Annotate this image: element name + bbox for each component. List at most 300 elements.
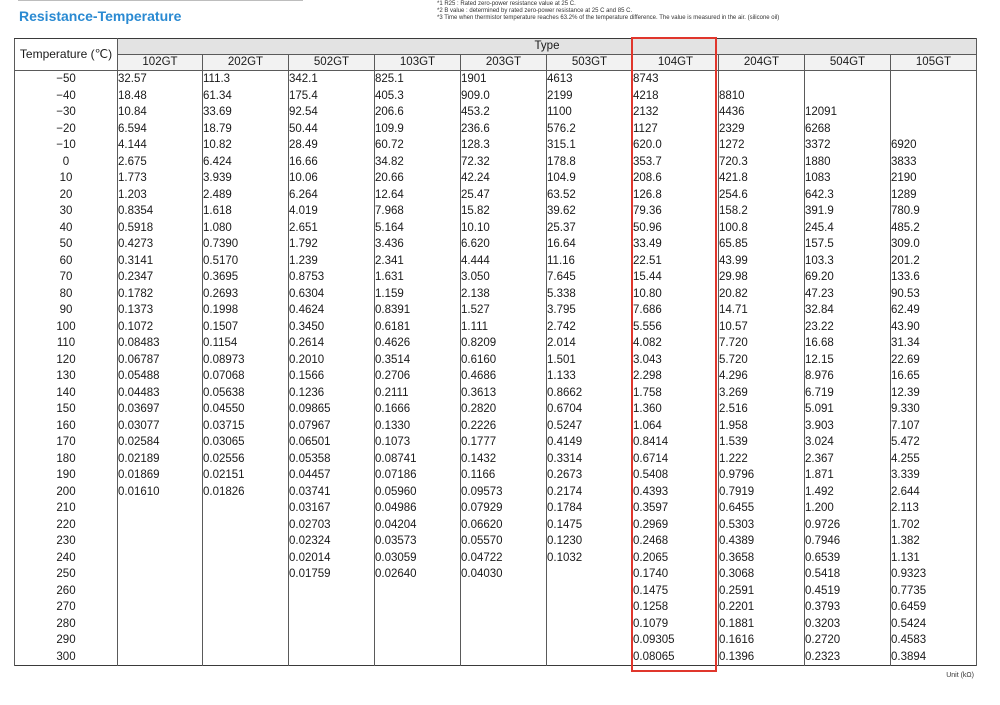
resistance-cell: 4613 (547, 71, 633, 88)
resistance-cell: 485.2 (891, 220, 977, 237)
resistance-cell: 405.3 (375, 88, 461, 105)
resistance-cell: 0.8414 (633, 434, 719, 451)
model-header-105gt: 105GT (891, 55, 977, 71)
resistance-cell: 1.773 (118, 170, 203, 187)
table-row (15, 71, 977, 88)
resistance-cell (203, 550, 289, 567)
resistance-cell: 0.6455 (719, 500, 805, 517)
resistance-cell: 72.32 (461, 154, 547, 171)
resistance-cell: 0.3658 (719, 550, 805, 567)
resistance-cell: 0.06620 (461, 517, 547, 534)
resistance-cell: 5.472 (891, 434, 977, 451)
resistance-cell: 47.23 (805, 286, 891, 303)
resistance-cell: 2.298 (633, 368, 719, 385)
resistance-cell: 0.1740 (633, 566, 719, 583)
temperature-cell: −10 (15, 137, 118, 154)
resistance-cell (118, 649, 203, 666)
resistance-cell: 0.6181 (375, 319, 461, 336)
resistance-cell (547, 632, 633, 649)
resistance-cell: 0.6539 (805, 550, 891, 567)
temperature-cell: 130 (15, 368, 118, 385)
resistance-cell: 0.1396 (719, 649, 805, 666)
temperature-cell: 250 (15, 566, 118, 583)
resistance-cell: 0.5170 (203, 253, 289, 270)
resistance-cell: 453.2 (461, 104, 547, 121)
resistance-cell: 14.71 (719, 302, 805, 319)
resistance-cell: 50.44 (289, 121, 375, 138)
resistance-cell: 33.69 (203, 104, 289, 121)
footnotes (437, 1, 779, 22)
resistance-cell: 1.131 (891, 550, 977, 567)
resistance-cell: 0.05358 (289, 451, 375, 468)
model-header-202gt: 202GT (203, 55, 289, 71)
resistance-cell: 1289 (891, 187, 977, 204)
resistance-cell (203, 500, 289, 517)
resistance-cell: 0.4626 (375, 335, 461, 352)
resistance-cell (547, 566, 633, 583)
resistance-cell: 0.03741 (289, 484, 375, 501)
temperature-cell: 280 (15, 616, 118, 633)
model-header-203gt: 203GT (461, 55, 547, 71)
temperature-cell: 240 (15, 550, 118, 567)
resistance-cell: 3.436 (375, 236, 461, 253)
resistance-cell: 236.6 (461, 121, 547, 138)
resistance-cell: 642.3 (805, 187, 891, 204)
resistance-cell: 0.08065 (633, 649, 719, 666)
resistance-cell: 0.03059 (375, 550, 461, 567)
resistance-cell: 1100 (547, 104, 633, 121)
resistance-cell: 0.1475 (633, 583, 719, 600)
resistance-cell: 0.2323 (805, 649, 891, 666)
resistance-cell: 42.24 (461, 170, 547, 187)
resistance-cell: 103.3 (805, 253, 891, 270)
resistance-cell: 1.133 (547, 368, 633, 385)
resistance-cell: 1272 (719, 137, 805, 154)
table-row (15, 253, 977, 270)
resistance-cell: 0.1666 (375, 401, 461, 418)
resistance-cell: 0.08741 (375, 451, 461, 468)
resistance-cell: 0.1881 (719, 616, 805, 633)
temperature-cell: 20 (15, 187, 118, 204)
temperature-cell: 290 (15, 632, 118, 649)
resistance-cell: 33.49 (633, 236, 719, 253)
resistance-cell: 2190 (891, 170, 977, 187)
resistance-cell: 1.239 (289, 253, 375, 270)
resistance-cell: 7.107 (891, 418, 977, 435)
resistance-cell: 6920 (891, 137, 977, 154)
resistance-cell: 22.69 (891, 352, 977, 369)
resistance-cell: 780.9 (891, 203, 977, 220)
resistance-cell: 421.8 (719, 170, 805, 187)
resistance-cell: 1.064 (633, 418, 719, 435)
model-header-104gt: 104GT (633, 55, 719, 71)
table-row (15, 302, 977, 319)
temperature-cell: 230 (15, 533, 118, 550)
table-row (15, 236, 977, 253)
resistance-cell: 3833 (891, 154, 977, 171)
resistance-cell: 0.2720 (805, 632, 891, 649)
resistance-cell (719, 71, 805, 88)
resistance-cell: 1.501 (547, 352, 633, 369)
resistance-cell (118, 616, 203, 633)
resistance-cell: 0.05488 (118, 368, 203, 385)
resistance-cell: 0.1373 (118, 302, 203, 319)
resistance-cell (203, 533, 289, 550)
resistance-cell: 92.54 (289, 104, 375, 121)
resistance-cell: 1.080 (203, 220, 289, 237)
temperature-cell: 80 (15, 286, 118, 303)
resistance-cell: 1.527 (461, 302, 547, 319)
resistance-cell: 0.09573 (461, 484, 547, 501)
temperature-header: Temperature (℃) (15, 39, 118, 71)
resistance-cell: 0.07186 (375, 467, 461, 484)
resistance-cell: 8743 (633, 71, 719, 88)
resistance-cell: 0.7919 (719, 484, 805, 501)
temperature-cell: 160 (15, 418, 118, 435)
resistance-cell: 201.2 (891, 253, 977, 270)
resistance-cell: 0.03715 (203, 418, 289, 435)
table-row (15, 616, 977, 633)
resistance-cell: 6.594 (118, 121, 203, 138)
temperature-cell: 30 (15, 203, 118, 220)
resistance-cell (375, 583, 461, 600)
resistance-cell: 342.1 (289, 71, 375, 88)
resistance-cell: 22.51 (633, 253, 719, 270)
resistance-cell: 0.2468 (633, 533, 719, 550)
resistance-cell: 2.644 (891, 484, 977, 501)
resistance-cell (203, 566, 289, 583)
resistance-cell (461, 632, 547, 649)
footnote-time-constant: *3 Time when thermistor temperature reaches 63.2% of the temperature difference. The value is measured in the air. (silicone oil) (437, 15, 780, 21)
resistance-cell: 62.49 (891, 302, 977, 319)
resistance-cell: 1.222 (719, 451, 805, 468)
table-row (15, 137, 977, 154)
resistance-cell: 0.3695 (203, 269, 289, 286)
resistance-cell (461, 583, 547, 600)
resistance-cell: 3.903 (805, 418, 891, 435)
temperature-cell: 260 (15, 583, 118, 600)
resistance-cell: 15.82 (461, 203, 547, 220)
table-row (15, 434, 977, 451)
resistance-cell: 4218 (633, 88, 719, 105)
resistance-cell: 0.6459 (891, 599, 977, 616)
resistance-cell: 4.019 (289, 203, 375, 220)
table-row (15, 484, 977, 501)
table-row (15, 269, 977, 286)
resistance-cell: 0.1330 (375, 418, 461, 435)
resistance-cell: 4436 (719, 104, 805, 121)
resistance-cell: 5.556 (633, 319, 719, 336)
resistance-cell: 20.82 (719, 286, 805, 303)
footnote-r25: *1 R25 : Rated zero-power resistance value at 25 C. (437, 1, 576, 7)
resistance-cell: 0.02189 (118, 451, 203, 468)
temperature-cell: 100 (15, 319, 118, 336)
resistance-cell: 0.1072 (118, 319, 203, 336)
resistance-cell: 0.4624 (289, 302, 375, 319)
temperature-cell: 60 (15, 253, 118, 270)
temperature-cell: 110 (15, 335, 118, 352)
resistance-cell: 2.516 (719, 401, 805, 418)
resistance-cell (891, 104, 977, 121)
resistance-cell: 1.631 (375, 269, 461, 286)
temperature-cell: −40 (15, 88, 118, 105)
resistance-cell: 5.338 (547, 286, 633, 303)
table-row (15, 632, 977, 649)
resistance-cell (891, 121, 977, 138)
table-row (15, 599, 977, 616)
resistance-cell (289, 599, 375, 616)
resistance-cell (891, 71, 977, 88)
resistance-cell: 43.90 (891, 319, 977, 336)
resistance-cell: 0.4389 (719, 533, 805, 550)
resistance-cell: 0.8209 (461, 335, 547, 352)
resistance-cell: 0.03573 (375, 533, 461, 550)
resistance-cell: 0.05638 (203, 385, 289, 402)
resistance-cell: 0.1782 (118, 286, 203, 303)
table-row (15, 203, 977, 220)
temperature-cell: 170 (15, 434, 118, 451)
resistance-cell (203, 649, 289, 666)
footnote-b-value: *2 B value : determined by rated zero-power resistance at 25 C and 85 C. (437, 8, 633, 14)
table-row (15, 418, 977, 435)
resistance-cell: 0.04722 (461, 550, 547, 567)
table-row (15, 88, 977, 105)
resistance-cell: 178.8 (547, 154, 633, 171)
resistance-cell: 1880 (805, 154, 891, 171)
resistance-cell: 100.8 (719, 220, 805, 237)
resistance-cell (203, 616, 289, 633)
resistance-cell: 18.48 (118, 88, 203, 105)
resistance-cell: 8.976 (805, 368, 891, 385)
resistance-cell (118, 599, 203, 616)
temperature-cell: 300 (15, 649, 118, 666)
resistance-cell: 16.66 (289, 154, 375, 171)
table-row (15, 451, 977, 468)
resistance-cell (118, 533, 203, 550)
resistance-cell: 0.1998 (203, 302, 289, 319)
resistance-cell (547, 649, 633, 666)
resistance-cell: 3.939 (203, 170, 289, 187)
resistance-cell: 0.02640 (375, 566, 461, 583)
resistance-cell (203, 517, 289, 534)
resistance-cell: 0.7946 (805, 533, 891, 550)
resistance-cell: 0.9323 (891, 566, 977, 583)
resistance-cell: 0.5247 (547, 418, 633, 435)
resistance-cell: 0.02584 (118, 434, 203, 451)
resistance-cell: 0.1475 (547, 517, 633, 534)
resistance-cell: 0.6160 (461, 352, 547, 369)
resistance-cell: 0.6704 (547, 401, 633, 418)
table-row (15, 401, 977, 418)
resistance-cell: 4.082 (633, 335, 719, 352)
table-row (15, 286, 977, 303)
temperature-cell: 140 (15, 385, 118, 402)
resistance-cell: 12.15 (805, 352, 891, 369)
resistance-cell: 1.758 (633, 385, 719, 402)
model-header-row (15, 55, 977, 71)
table-row (15, 583, 977, 600)
resistance-cell: 0.08483 (118, 335, 203, 352)
resistance-cell: 0.02703 (289, 517, 375, 534)
table-row (15, 550, 977, 567)
resistance-cell: 620.0 (633, 137, 719, 154)
resistance-cell: 0.4519 (805, 583, 891, 600)
resistance-cell: 206.6 (375, 104, 461, 121)
resistance-cell: 32.57 (118, 71, 203, 88)
resistance-cell: 60.72 (375, 137, 461, 154)
resistance-cell: 0.01610 (118, 484, 203, 501)
resistance-cell: 2329 (719, 121, 805, 138)
type-header: Type (118, 39, 977, 55)
resistance-cell: 315.1 (547, 137, 633, 154)
resistance-cell: 0.2693 (203, 286, 289, 303)
resistance-cell: 245.4 (805, 220, 891, 237)
resistance-cell: 0.01826 (203, 484, 289, 501)
resistance-cell: 3.043 (633, 352, 719, 369)
resistance-cell (805, 88, 891, 105)
resistance-cell: 0.3068 (719, 566, 805, 583)
resistance-cell: 0.3450 (289, 319, 375, 336)
resistance-cell: 126.8 (633, 187, 719, 204)
resistance-cell: 10.82 (203, 137, 289, 154)
resistance-cell: 0.2591 (719, 583, 805, 600)
resistance-cell: 2.742 (547, 319, 633, 336)
temperature-cell: 40 (15, 220, 118, 237)
resistance-cell: 0.03065 (203, 434, 289, 451)
resistance-cell: 3.339 (891, 467, 977, 484)
resistance-cell (118, 550, 203, 567)
resistance-cell: 0.2706 (375, 368, 461, 385)
resistance-cell: 0.1073 (375, 434, 461, 451)
resistance-cell: 0.2065 (633, 550, 719, 567)
resistance-cell: 133.6 (891, 269, 977, 286)
resistance-cell: 0.03697 (118, 401, 203, 418)
page-title: Resistance-Temperature (19, 8, 182, 24)
resistance-cell (375, 616, 461, 633)
resistance-cell: 3372 (805, 137, 891, 154)
resistance-cell: 0.05960 (375, 484, 461, 501)
resistance-cell: 0.2820 (461, 401, 547, 418)
resistance-cell (375, 632, 461, 649)
resistance-cell (805, 71, 891, 88)
resistance-cell: 0.1258 (633, 599, 719, 616)
resistance-cell: 5.091 (805, 401, 891, 418)
resistance-cell: 2.138 (461, 286, 547, 303)
resistance-cell (289, 616, 375, 633)
resistance-cell: 6.620 (461, 236, 547, 253)
resistance-cell (461, 599, 547, 616)
resistance-cell: 12.64 (375, 187, 461, 204)
resistance-cell: 0.5303 (719, 517, 805, 534)
resistance-cell: 0.08973 (203, 352, 289, 369)
resistance-cell: 31.34 (891, 335, 977, 352)
resistance-cell: 0.04030 (461, 566, 547, 583)
resistance-cell: 0.03167 (289, 500, 375, 517)
resistance-cell: 0.3141 (118, 253, 203, 270)
model-header-102gt: 102GT (118, 55, 203, 71)
table-row (15, 121, 977, 138)
resistance-cell: 6.264 (289, 187, 375, 204)
resistance-cell: 0.1079 (633, 616, 719, 633)
resistance-cell: 0.2174 (547, 484, 633, 501)
table-row (15, 220, 977, 237)
resistance-cell (547, 599, 633, 616)
temperature-cell: 190 (15, 467, 118, 484)
resistance-cell: 0.4583 (891, 632, 977, 649)
resistance-cell: 6.719 (805, 385, 891, 402)
resistance-cell: 0.07068 (203, 368, 289, 385)
resistance-cell (375, 649, 461, 666)
resistance-cell: 0.2614 (289, 335, 375, 352)
resistance-cell: 2.489 (203, 187, 289, 204)
resistance-cell: 0.1507 (203, 319, 289, 336)
resistance-cell: 0.02324 (289, 533, 375, 550)
table-body (15, 71, 977, 666)
resistance-cell: 2.367 (805, 451, 891, 468)
model-header-504gt: 504GT (805, 55, 891, 71)
resistance-cell: 4.444 (461, 253, 547, 270)
resistance-cell: 0.1616 (719, 632, 805, 649)
resistance-cell (118, 632, 203, 649)
resistance-cell: 0.01759 (289, 566, 375, 583)
resistance-cell: 2199 (547, 88, 633, 105)
resistance-cell: 4.296 (719, 368, 805, 385)
table-row (15, 500, 977, 517)
resistance-cell: 0.04550 (203, 401, 289, 418)
table-row (15, 533, 977, 550)
resistance-cell: 7.720 (719, 335, 805, 352)
resistance-cell: 0.3793 (805, 599, 891, 616)
resistance-cell: 10.57 (719, 319, 805, 336)
resistance-cell: 69.20 (805, 269, 891, 286)
table-row (15, 385, 977, 402)
resistance-cell: 0.2226 (461, 418, 547, 435)
resistance-cell: 0.04483 (118, 385, 203, 402)
resistance-cell (289, 583, 375, 600)
resistance-cell: 1.111 (461, 319, 547, 336)
resistance-cell: 5.720 (719, 352, 805, 369)
resistance-cell: 0.1236 (289, 385, 375, 402)
resistance-cell: 0.5424 (891, 616, 977, 633)
temperature-cell: −50 (15, 71, 118, 88)
resistance-cell: 65.85 (719, 236, 805, 253)
table-row (15, 319, 977, 336)
resistance-cell: 353.7 (633, 154, 719, 171)
resistance-cell: 1901 (461, 71, 547, 88)
table-row (15, 566, 977, 583)
resistance-cell: 0.8391 (375, 302, 461, 319)
resistance-cell: 1.203 (118, 187, 203, 204)
temperature-cell: 210 (15, 500, 118, 517)
resistance-cell: 157.5 (805, 236, 891, 253)
resistance-cell: 0.3314 (547, 451, 633, 468)
resistance-cell: 5.164 (375, 220, 461, 237)
resistance-cell: 0.5418 (805, 566, 891, 583)
resistance-cell: 128.3 (461, 137, 547, 154)
resistance-cell (118, 583, 203, 600)
resistance-cell (203, 583, 289, 600)
resistance-cell: 16.65 (891, 368, 977, 385)
resistance-cell: 29.98 (719, 269, 805, 286)
temperature-cell: 90 (15, 302, 118, 319)
resistance-cell: 0.5408 (633, 467, 719, 484)
resistance-cell: 0.1032 (547, 550, 633, 567)
resistance-cell: 90.53 (891, 286, 977, 303)
resistance-cell: 79.36 (633, 203, 719, 220)
resistance-cell: 0.4393 (633, 484, 719, 501)
model-header-204gt: 204GT (719, 55, 805, 71)
resistance-cell: 0.1566 (289, 368, 375, 385)
